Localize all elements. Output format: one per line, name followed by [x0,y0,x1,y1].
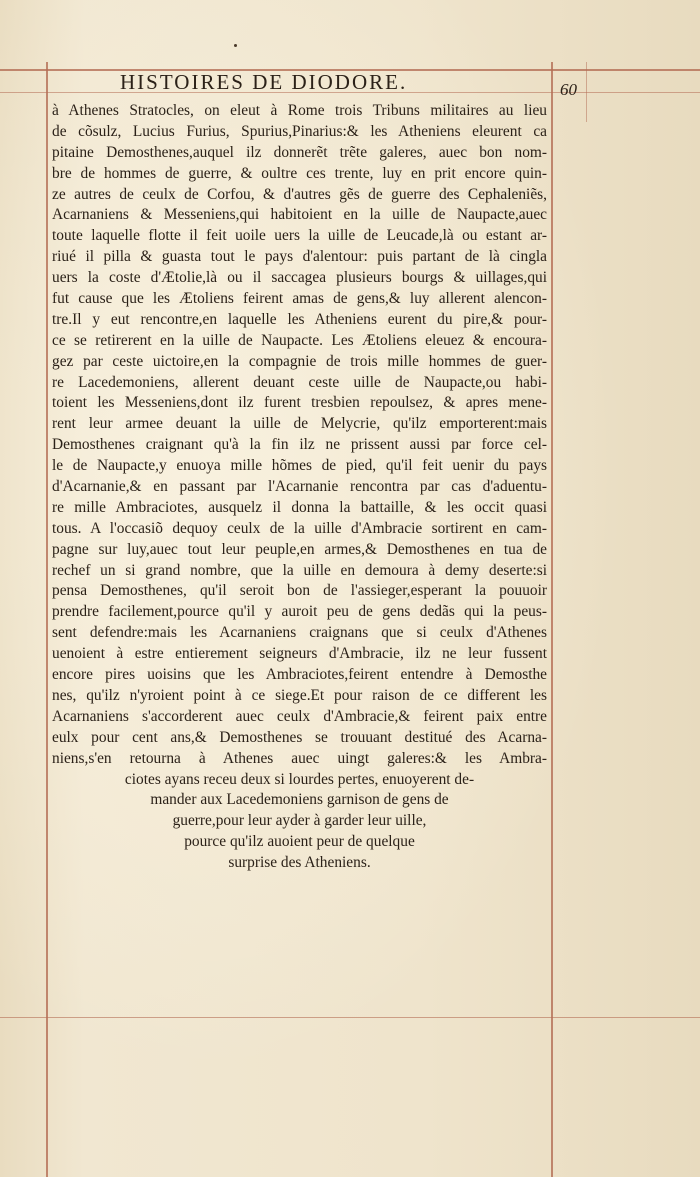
tail-line: pource qu'ilz auoient peur de quelque [184,833,415,851]
text-line: nes, qu'ilz n'yroient point à ce siege.Et pour raison de ce different les [52,686,547,704]
text-line: eulx pour cent ans,& Demosthenes se trouuant destitué des Acarna- [52,728,547,746]
text-line: sent defendre:mais les Acarnaniens craignans que si ceulx d'Athenes [52,624,547,642]
tail-line: mander aux Lacedemoniens garnison de gens de [150,791,449,809]
text-line: toient les Messeniens,dont ilz furent tresbien repoulsez, & apres mene- [52,394,547,412]
text-line: Acarnaniens s'accorderent auec ceulx d'Ambracie,& feirent paix entre [52,707,547,725]
page-number: 60 [560,80,577,99]
text-line: encore pires uoisins que les Ambraciotes,feirent entendre à Demosthe [52,666,547,684]
tail-line: guerre,pour leur ayder à garder leur uille, [172,812,427,830]
text-line: uenoient à estre entierement seigneurs d'Ambracie, ilz ne leur fussent [52,645,547,663]
text-line: bre de hommes de guerre, & oultre ces trente, luy en prit encore quin- [52,164,547,182]
text-line: ze autres de ceulx de Corfou, & d'autres gẽs de guerre des Cephaleniẽs, [52,185,547,203]
text-line: re mille Ambraciotes, ausquelz il donna la battaille, & les occit quasi [52,498,547,516]
tail-line: surprise des Atheniens. [228,854,371,872]
text-line: toute laquelle flotte il feit uoile uers la uille de Leucade,là ou estant ar- [52,227,547,245]
text-line: prendre facilement,pource qu'il y auroit peu de gens dedãs qui la peus- [52,603,547,621]
text-line: fut cause que les Ætoliens feirent amas de gens,& luy allerent alencon- [52,290,547,308]
body-text [52,101,547,874]
text-line: rent leur armee deuant la uille de Melycrie, qu'ilz emporterent:mais [52,415,547,433]
running-title: HISTOIRES DE DIODORE. [120,70,408,94]
text-line: Acarnaniens & Messeniens,qui habitoient en la uille de Naupacte,auec [52,206,547,224]
text-line: gez par ceste uictoire,en la compagnie de trois mille hommes de guer- [52,352,547,370]
outer-margin-rule [586,62,587,122]
text-line: riué il pilla & guasta tout le pays d'alentour: puis partant de là cingla [52,248,547,266]
text-line: de cõsulz, Lucius Furius, Spurius,Pinarius:& les Atheniens eleurent ca [52,122,547,140]
ink-speck [234,44,237,47]
tail-line: ciotes ayans receu deux si lourdes pertes, enuoyerent de- [124,770,475,788]
text-line: niens,s'en retourna à Athenes auec uingt galeres:& les Ambra- [52,749,547,767]
text-line: tous. A l'occasiõ dequoy ceulx de la uille d'Ambracie sortirent en cam- [52,519,547,537]
text-line: tre.Il y eut rencontre,en laquelle les Atheniens eurent du pire,& pour- [52,310,547,328]
left-margin-rule [46,62,48,1177]
text-line: d'Acarnanie,& en passant par l'Acarnanie rencontra par cas d'aduentu- [52,478,547,496]
bottom-rule-line [0,1017,700,1018]
text-line: pensa Demosthenes, qu'il seroit bon de l'assieger,esperant la pouuoir [52,582,547,600]
text-line: re Lacedemoniens, allerent deuant ceste uille de Naupacte,ou habi- [52,373,547,391]
text-line: rechef un si grand nombre, que la uille en demoura à demy deserte:si [52,561,547,579]
right-margin-rule [551,62,553,1177]
text-line: à Athenes Stratocles, on eleut à Rome trois Tribuns militaires au lieu [52,102,547,119]
text-line: uers la coste d'Ætolie,là ou il saccagea plusieurs bourgs & uillages,qui [52,269,547,287]
text-line: Demosthenes craignant qu'à la fin ilz ne prissent aussi par force cel- [52,436,547,454]
text-line: pagne sur luy,auec tout leur peuple,en armes,& Demosthenes en tua de [52,540,547,558]
text-line: ce se retirerent en la uille de Naupacte. Les Ætoliens eleuez & encoura- [52,331,547,349]
text-line: pitaine Demosthenes,auquel ilz donnerẽt trẽte galeres, auec bon nom- [52,143,547,161]
text-line: le de Naupacte,y enuoya mille hõmes de pied, qu'il feit uenir du pays [52,457,547,475]
